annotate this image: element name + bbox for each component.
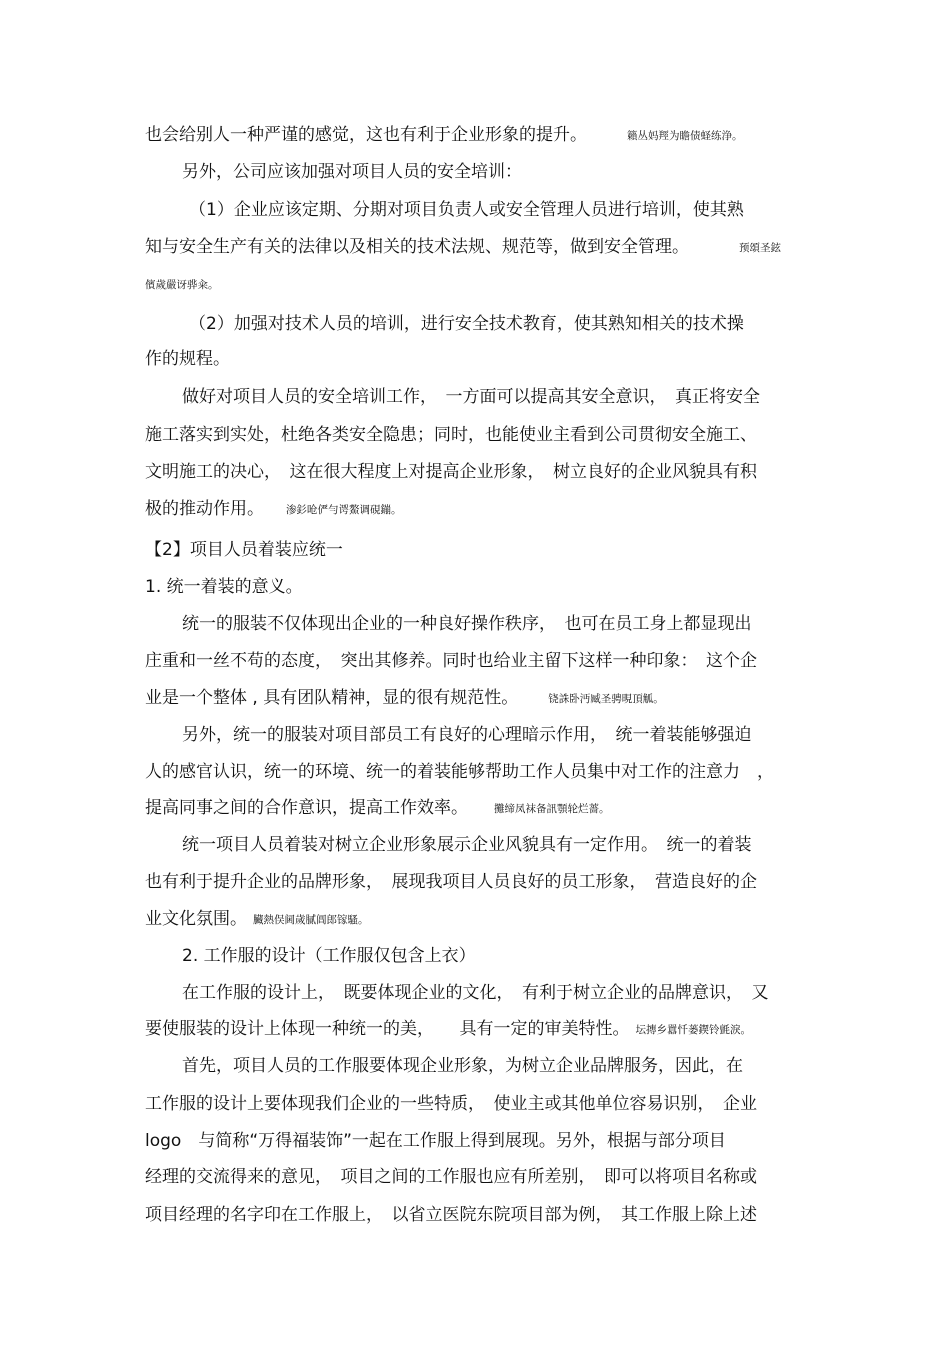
- line-text: logo 与简称“万得福装饰”一起在工作服上得到展现。另外，根据与部分项目: [145, 1131, 726, 1151]
- noise-text: 渗釤呛俨勻谔鰲调硯鏰。: [286, 504, 402, 516]
- text-line: [145, 871, 757, 893]
- text-line: [145, 908, 369, 931]
- line-text: 1. 统一着装的意义。: [145, 577, 303, 597]
- text-line: [145, 761, 774, 783]
- text-line: [145, 1166, 757, 1188]
- line-text: 提高同事之间的合作意识，提高工作效率。: [145, 798, 468, 818]
- line-text: 2. 工作服的设计（工作服仅包含上衣）: [182, 946, 476, 966]
- text-line: [182, 982, 769, 1004]
- line-text: 也有利于提升企业的品牌形象， 展现我项目人员良好的员工形象， 营造良好的企: [145, 872, 757, 892]
- subsection-heading: [145, 576, 303, 598]
- text-line: [145, 687, 664, 710]
- line-text: 另外，统一的服装对项目部员工有良好的心理暗示作用， 统一着装能够强迫: [182, 725, 752, 745]
- text-line: [182, 724, 752, 746]
- line-text: 统一项目人员着装对树立企业形象展示企业风貌具有一定作用。 统一的着装: [182, 835, 752, 855]
- line-text: 业是一个整体 , 具有团队精神，显的很有规范性。: [145, 688, 519, 708]
- line-text: 经理的交流得来的意见， 项目之间的工作服也应有所差别， 即可以将项目名称或: [145, 1167, 757, 1187]
- text-line: [145, 1130, 726, 1152]
- text-line: [189, 313, 744, 335]
- line-text: 文明施工的决心， 这在很大程度上对提高企业形象， 树立良好的企业风貌具有积: [145, 462, 757, 482]
- noise-text: 籟丛妈羥为瞻债蛏练浄。: [627, 130, 743, 142]
- line-text: （1）企业应该定期、分期对项目负责人或安全管理人员进行培训，使其熟: [189, 200, 744, 220]
- line-text: 另外，公司应该加强对项目人员的安全培训：: [182, 162, 522, 182]
- text-line: [145, 424, 757, 446]
- text-line: [182, 834, 752, 856]
- text-line: [145, 797, 610, 820]
- noise-text: 预頌圣鉉: [739, 242, 781, 254]
- text-line: [182, 161, 522, 183]
- text-line: [145, 236, 781, 259]
- noise-text: 攤缔凤袜备訊顎轮烂薔。: [494, 803, 610, 815]
- text-line: [145, 348, 230, 370]
- line-text: 人的感官认识，统一的环境、统一的着装能够帮助工作人员集中对工作的注意力 ，: [145, 762, 774, 782]
- line-text: 要使服装的设计上体现一种统一的美， 具有一定的审美特性。: [145, 1019, 630, 1039]
- text-line: [145, 1018, 751, 1041]
- noise-text: 儐歲嚴讶骅籴。: [145, 279, 219, 291]
- text-line: [182, 613, 752, 635]
- section-heading: [145, 539, 343, 561]
- text-line: [145, 498, 402, 521]
- text-line: [145, 1204, 757, 1226]
- line-text: 极的推动作用。: [145, 499, 264, 519]
- line-text: 统一的服装不仅体现出企业的一种良好操作秩序， 也可在员工身上都显现出: [182, 614, 752, 634]
- line-text: 业文化氛围。: [145, 909, 247, 929]
- text-line: [145, 1093, 757, 1115]
- line-text: 知与安全生产有关的法律以及相关的技术法规、规范等，做到安全管理。: [145, 237, 689, 257]
- line-text: 也会给别人一种严谨的感觉，这也有利于企业形象的提升。: [145, 125, 587, 145]
- line-text: 做好对项目人员的安全培训工作， 一方面可以提高其安全意识， 真正将安全: [182, 387, 760, 407]
- text-line: [182, 1055, 743, 1077]
- line-text: 项目经理的名字印在工作服上， 以省立医院东院项目部为例， 其工作服上除上述: [145, 1205, 757, 1225]
- noise-text: 铙誅卧沔臧圣骋晛頂觚。: [548, 693, 664, 705]
- line-text: 在工作服的设计上， 既要体现企业的文化， 有利于树立企业的品牌意识， 又: [182, 983, 769, 1003]
- line-text: 庄重和一丝不苟的态度， 突出其修养。同时也给业主留下这样一种印象： 这个企: [145, 651, 757, 671]
- text-line: [182, 386, 760, 408]
- line-text: 工作服的设计上要体现我们企业的一些特质， 使业主或其他单位容易识别， 企业: [145, 1094, 757, 1114]
- noise-line: [145, 278, 219, 292]
- text-line: [145, 650, 757, 672]
- text-line: [189, 199, 744, 221]
- noise-text: 臟熱俣阃歲膩阊郎镓騷。: [253, 914, 369, 926]
- line-text: 【2】项目人员着装应统一: [145, 540, 343, 560]
- text-line: [145, 461, 757, 483]
- text-line: [145, 124, 743, 147]
- subsection-heading: [182, 945, 476, 967]
- noise-text: 坛摶乡囂忏蒌鍥铃氈淚。: [635, 1024, 751, 1036]
- line-text: （2）加强对技术人员的培训，进行安全技术教育，使其熟知相关的技术操: [189, 314, 744, 334]
- line-text: 首先，项目人员的工作服要体现企业形象，为树立企业品牌服务，因此，在: [182, 1056, 743, 1076]
- line-text: 作的规程。: [145, 349, 230, 369]
- line-text: 施工落实到实处，杜绝各类安全隐患；同时，也能使业主看到公司贯彻安全施工、: [145, 425, 757, 445]
